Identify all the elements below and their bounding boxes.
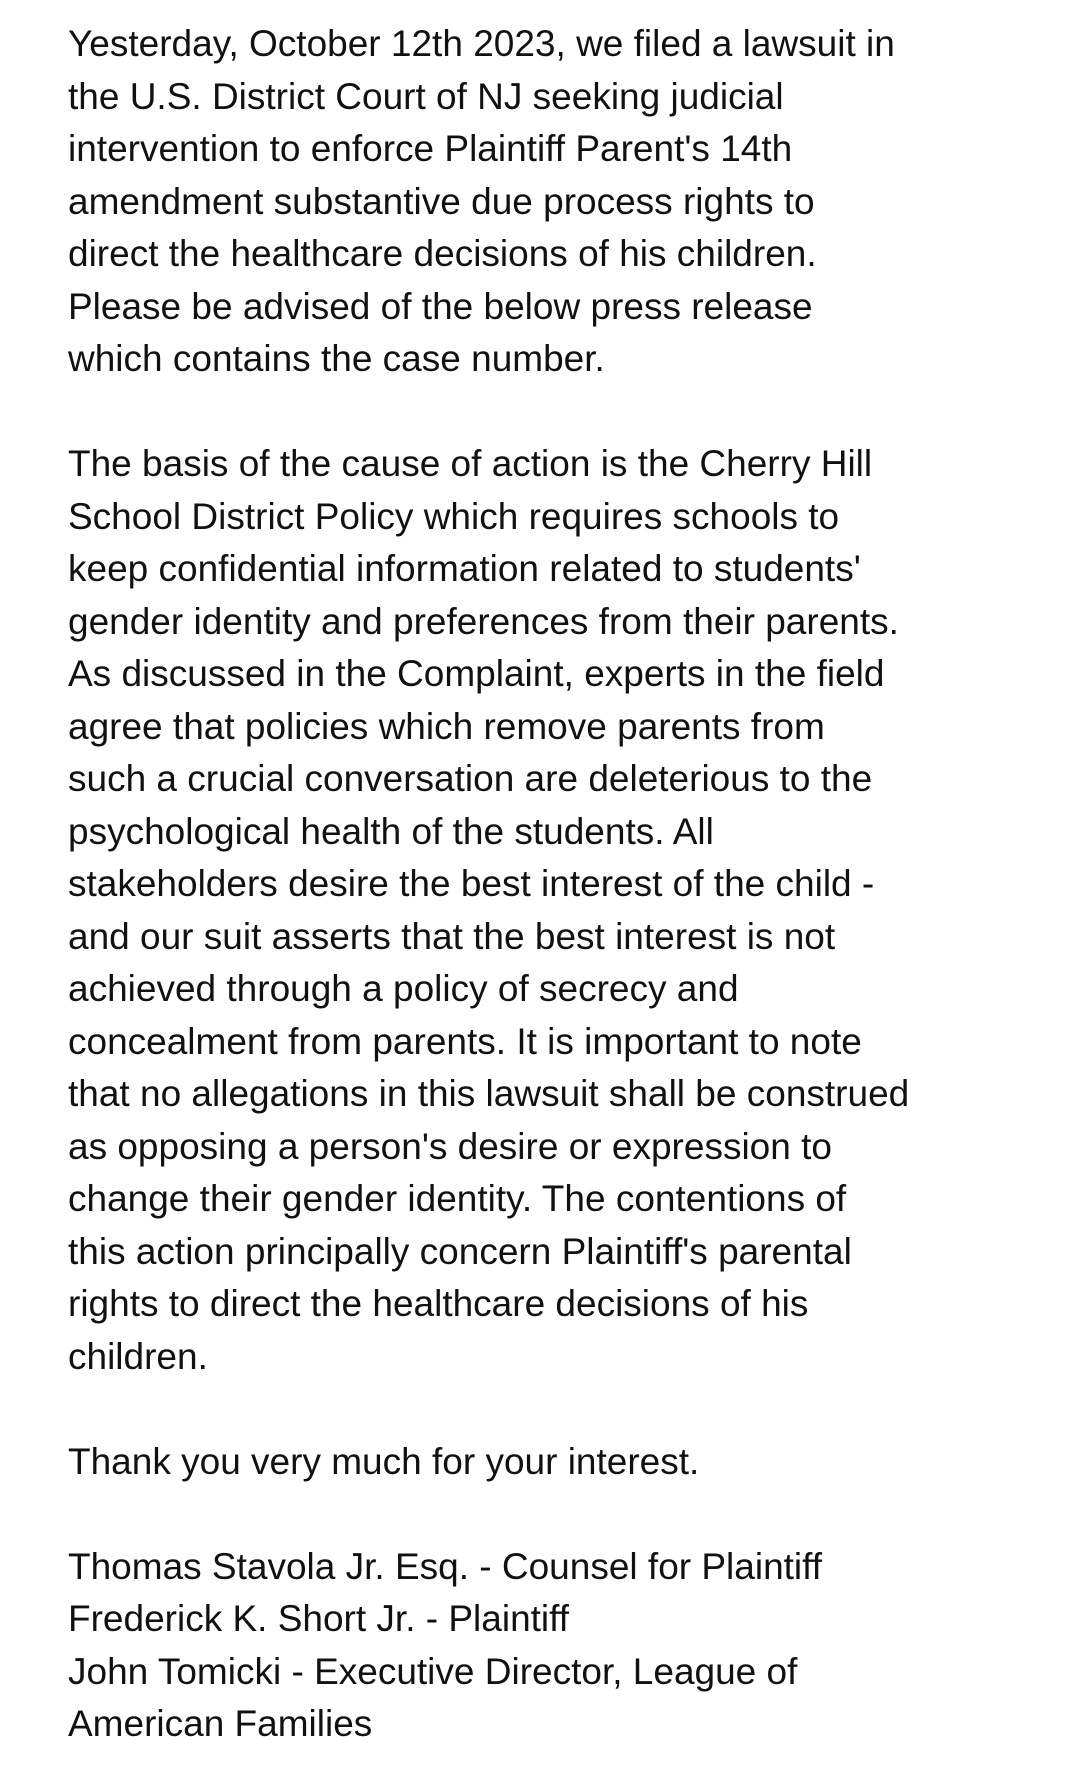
text-line: As discussed in the Complaint, experts in the field (68, 653, 885, 694)
paragraph-spacer (68, 1383, 1058, 1436)
text-line: stakeholders desire the best interest of the child - (68, 863, 875, 904)
text-line: change their gender identity. The contentions of (68, 1178, 847, 1219)
text-line: which contains the case number. (68, 338, 605, 379)
text-line: Yesterday, October 12th 2023, we filed a lawsuit in (68, 23, 895, 64)
text-line: Please be advised of the below press release (68, 285, 813, 327)
text-line: The basis of the cause of action is the Cherry Hill (68, 443, 873, 484)
text-line: the U.S. District Court of NJ seeking judicial (68, 75, 784, 117)
text-line: and our suit asserts that the best interest is not (68, 915, 836, 957)
text-line: agree that policies which remove parents from (68, 705, 825, 747)
text-line: psychological health of the students. All (68, 810, 714, 852)
text-line: gender identity and preferences from their parents. (68, 600, 899, 642)
text-line: School District Policy which requires schools to (68, 495, 840, 537)
text-line: direct the healthcare decisions of his children. (68, 233, 817, 274)
text-line: rights to direct the healthcare decisions of his (68, 1283, 809, 1324)
document-body (68, 18, 1058, 1751)
paragraph-cause-of-action (68, 438, 1058, 1383)
text-line: as opposing a person's desire or expression to (68, 1125, 832, 1167)
text-line: amendment substantive due process rights to (68, 180, 815, 222)
text-line: keep confidential information related to students' (68, 548, 861, 589)
text-line: achieved through a policy of secrecy and (68, 968, 739, 1009)
signatory-line: American Families (68, 1703, 373, 1744)
signatory-line: John Tomicki - Executive Director, League of (68, 1650, 798, 1692)
paragraph-spacer (68, 1488, 1058, 1541)
text-line: Thank you very much for your interest. (68, 1440, 700, 1482)
text-line: concealment from parents. It is important to note (68, 1020, 862, 1062)
paragraph-lawsuit-filing (68, 18, 1058, 386)
signatory-line: Thomas Stavola Jr. Esq. - Counsel for Plaintiff (68, 1545, 823, 1587)
text-line: that no allegations in this lawsuit shall be construed (68, 1073, 910, 1114)
paragraph-spacer (68, 386, 1058, 439)
text-line: this action principally concern Plaintiff's parental (68, 1230, 852, 1272)
text-line: intervention to enforce Plaintiff Parent's 14th (68, 128, 793, 169)
text-line: such a crucial conversation are deleterious to the (68, 758, 873, 799)
signatory-line: Frederick K. Short Jr. - Plaintiff (68, 1598, 570, 1639)
paragraph-thank-you (68, 1436, 1058, 1489)
signature-block (68, 1541, 1058, 1751)
text-line: children. (68, 1335, 208, 1377)
